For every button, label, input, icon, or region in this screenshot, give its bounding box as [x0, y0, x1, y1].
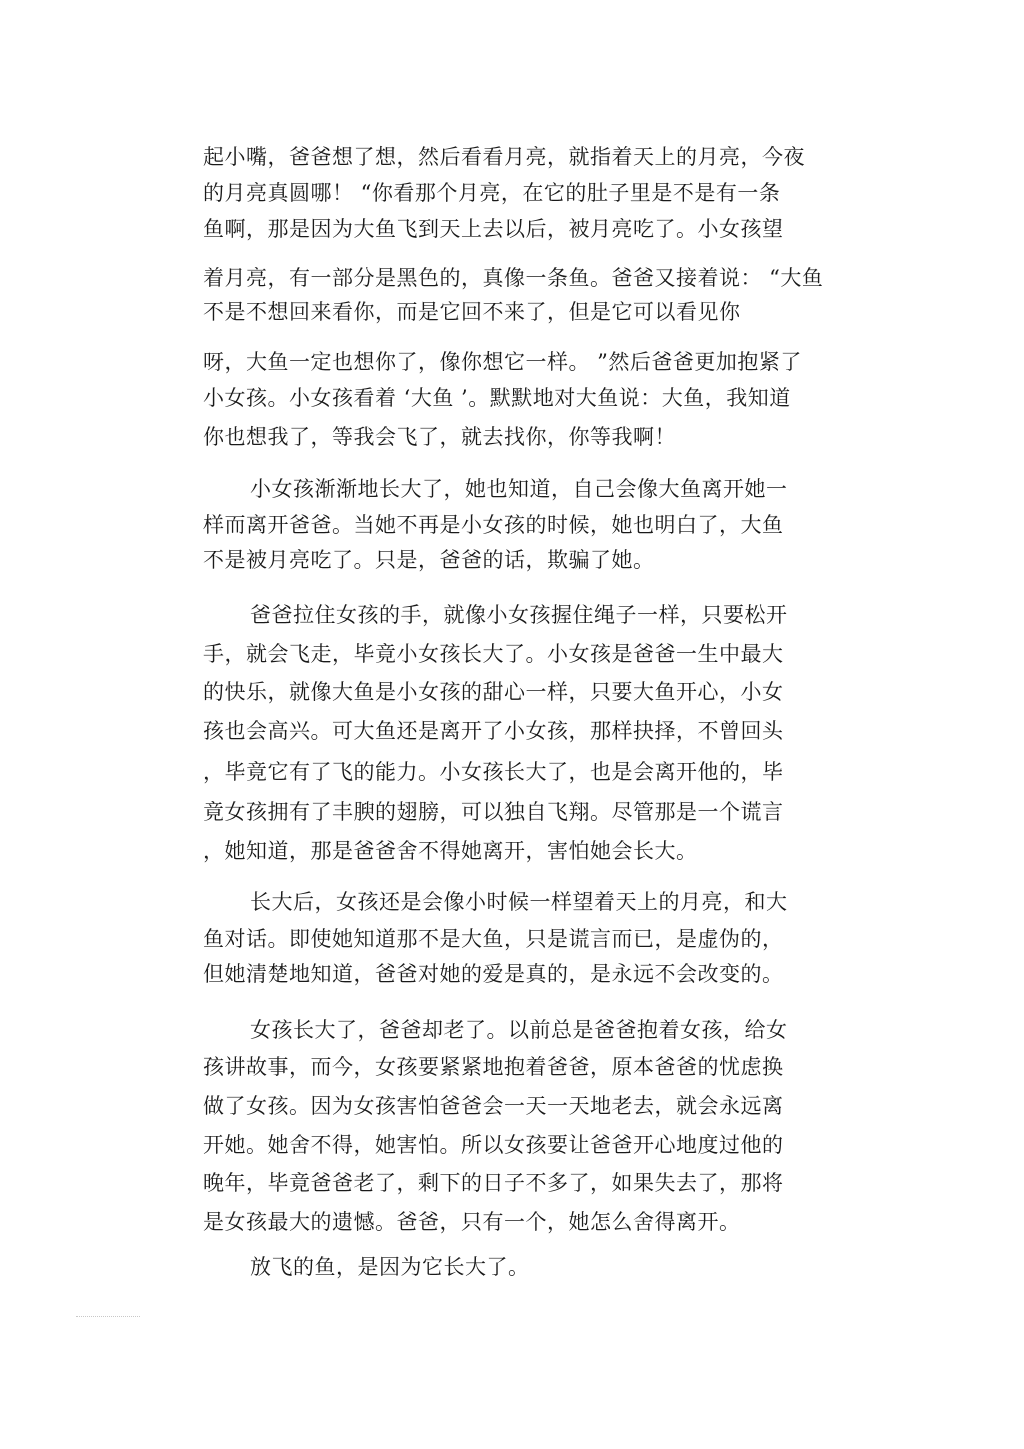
text-line: 鱼对话。即使她知道那不是大鱼，只是谎言而已，是虚伪的， [203, 927, 784, 951]
text-line: 着月亮，有一部分是黑色的，真像一条鱼。爸爸又接着说： “大鱼 [203, 266, 824, 290]
paragraph-start: 爸爸拉住女孩的手，就像小女孩握住绳子一样，只要松开 [250, 603, 788, 627]
text-line: 你也想我了，等我会飞了，就去找你，你等我啊！ [203, 425, 676, 449]
footer-divider [76, 1316, 140, 1317]
text-line: 样而离开爸爸。当她不再是小女孩的时候，她也明白了，大鱼 [203, 513, 784, 537]
text-line: 孩讲故事，而今，女孩要紧紧地抱着爸爸，原本爸爸的忧虑换 [203, 1055, 784, 1079]
text-line: 但她清楚地知道，爸爸对她的爱是真的，是永远不会改变的。 [203, 962, 784, 986]
text-line: 不是不想回来看你，而是它回不来了，但是它可以看见你 [203, 300, 741, 324]
text-line: 竟女孩拥有了丰腴的翅膀，可以独自飞翔。尽管那是一个谎言 [203, 800, 784, 824]
paragraph-start: 小女孩渐渐地长大了，她也知道，自己会像大鱼离开她一 [250, 477, 788, 501]
text-line: ，她知道，那是爸爸舍不得她离开，害怕她会长大。 [203, 839, 698, 863]
text-line: 晚年，毕竟爸爸老了，剩下的日子不多了，如果失去了，那将 [203, 1171, 784, 1195]
text-line: 不是被月亮吃了。只是，爸爸的话，欺骗了她。 [203, 548, 655, 572]
text-line: 的快乐，就像大鱼是小女孩的甜心一样，只要大鱼开心，小女 [203, 680, 784, 704]
text-line: 开她。她舍不得，她害怕。所以女孩要让爸爸开心地度过他的 [203, 1133, 784, 1157]
paragraph-start: 女孩长大了，爸爸却老了。以前总是爸爸抱着女孩，给女 [250, 1018, 788, 1042]
text-line: ，毕竟它有了飞的能力。小女孩长大了，也是会离开他的，毕 [203, 760, 784, 784]
paragraph-start: 长大后，女孩还是会像小时候一样望着天上的月亮，和大 [250, 890, 788, 914]
text-line: 呀，大鱼一定也想你了，像你想它一样。 ”然后爸爸更加抱紧了 [203, 350, 802, 374]
paragraph-start: 放飞的鱼，是因为它长大了。 [250, 1255, 530, 1279]
text-line: 是女孩最大的遗憾。爸爸，只有一个，她怎么舍得离开。 [203, 1210, 741, 1234]
text-line: 的月亮真圆哪！ “你看那个月亮，在它的肚子里是不是有一条 [203, 181, 781, 205]
text-line: 做了女孩。因为女孩害怕爸爸会一天一天地老去，就会永远离 [203, 1094, 784, 1118]
text-line: 手，就会飞走，毕竟小女孩长大了。小女孩是爸爸一生中最大 [203, 642, 784, 666]
text-line: 孩也会高兴。可大鱼还是离开了小女孩，那样抉择，不曾回头 [203, 719, 784, 743]
text-line: 鱼啊，那是因为大鱼飞到天上去以后，被月亮吃了。小女孩望 [203, 217, 784, 241]
text-line: 小女孩。小女孩看着 ‘大鱼 ’。默默地对大鱼说：大鱼，我知道 [203, 386, 791, 410]
text-line: 起小嘴，爸爸想了想，然后看看月亮，就指着天上的月亮，今夜 [203, 145, 805, 169]
